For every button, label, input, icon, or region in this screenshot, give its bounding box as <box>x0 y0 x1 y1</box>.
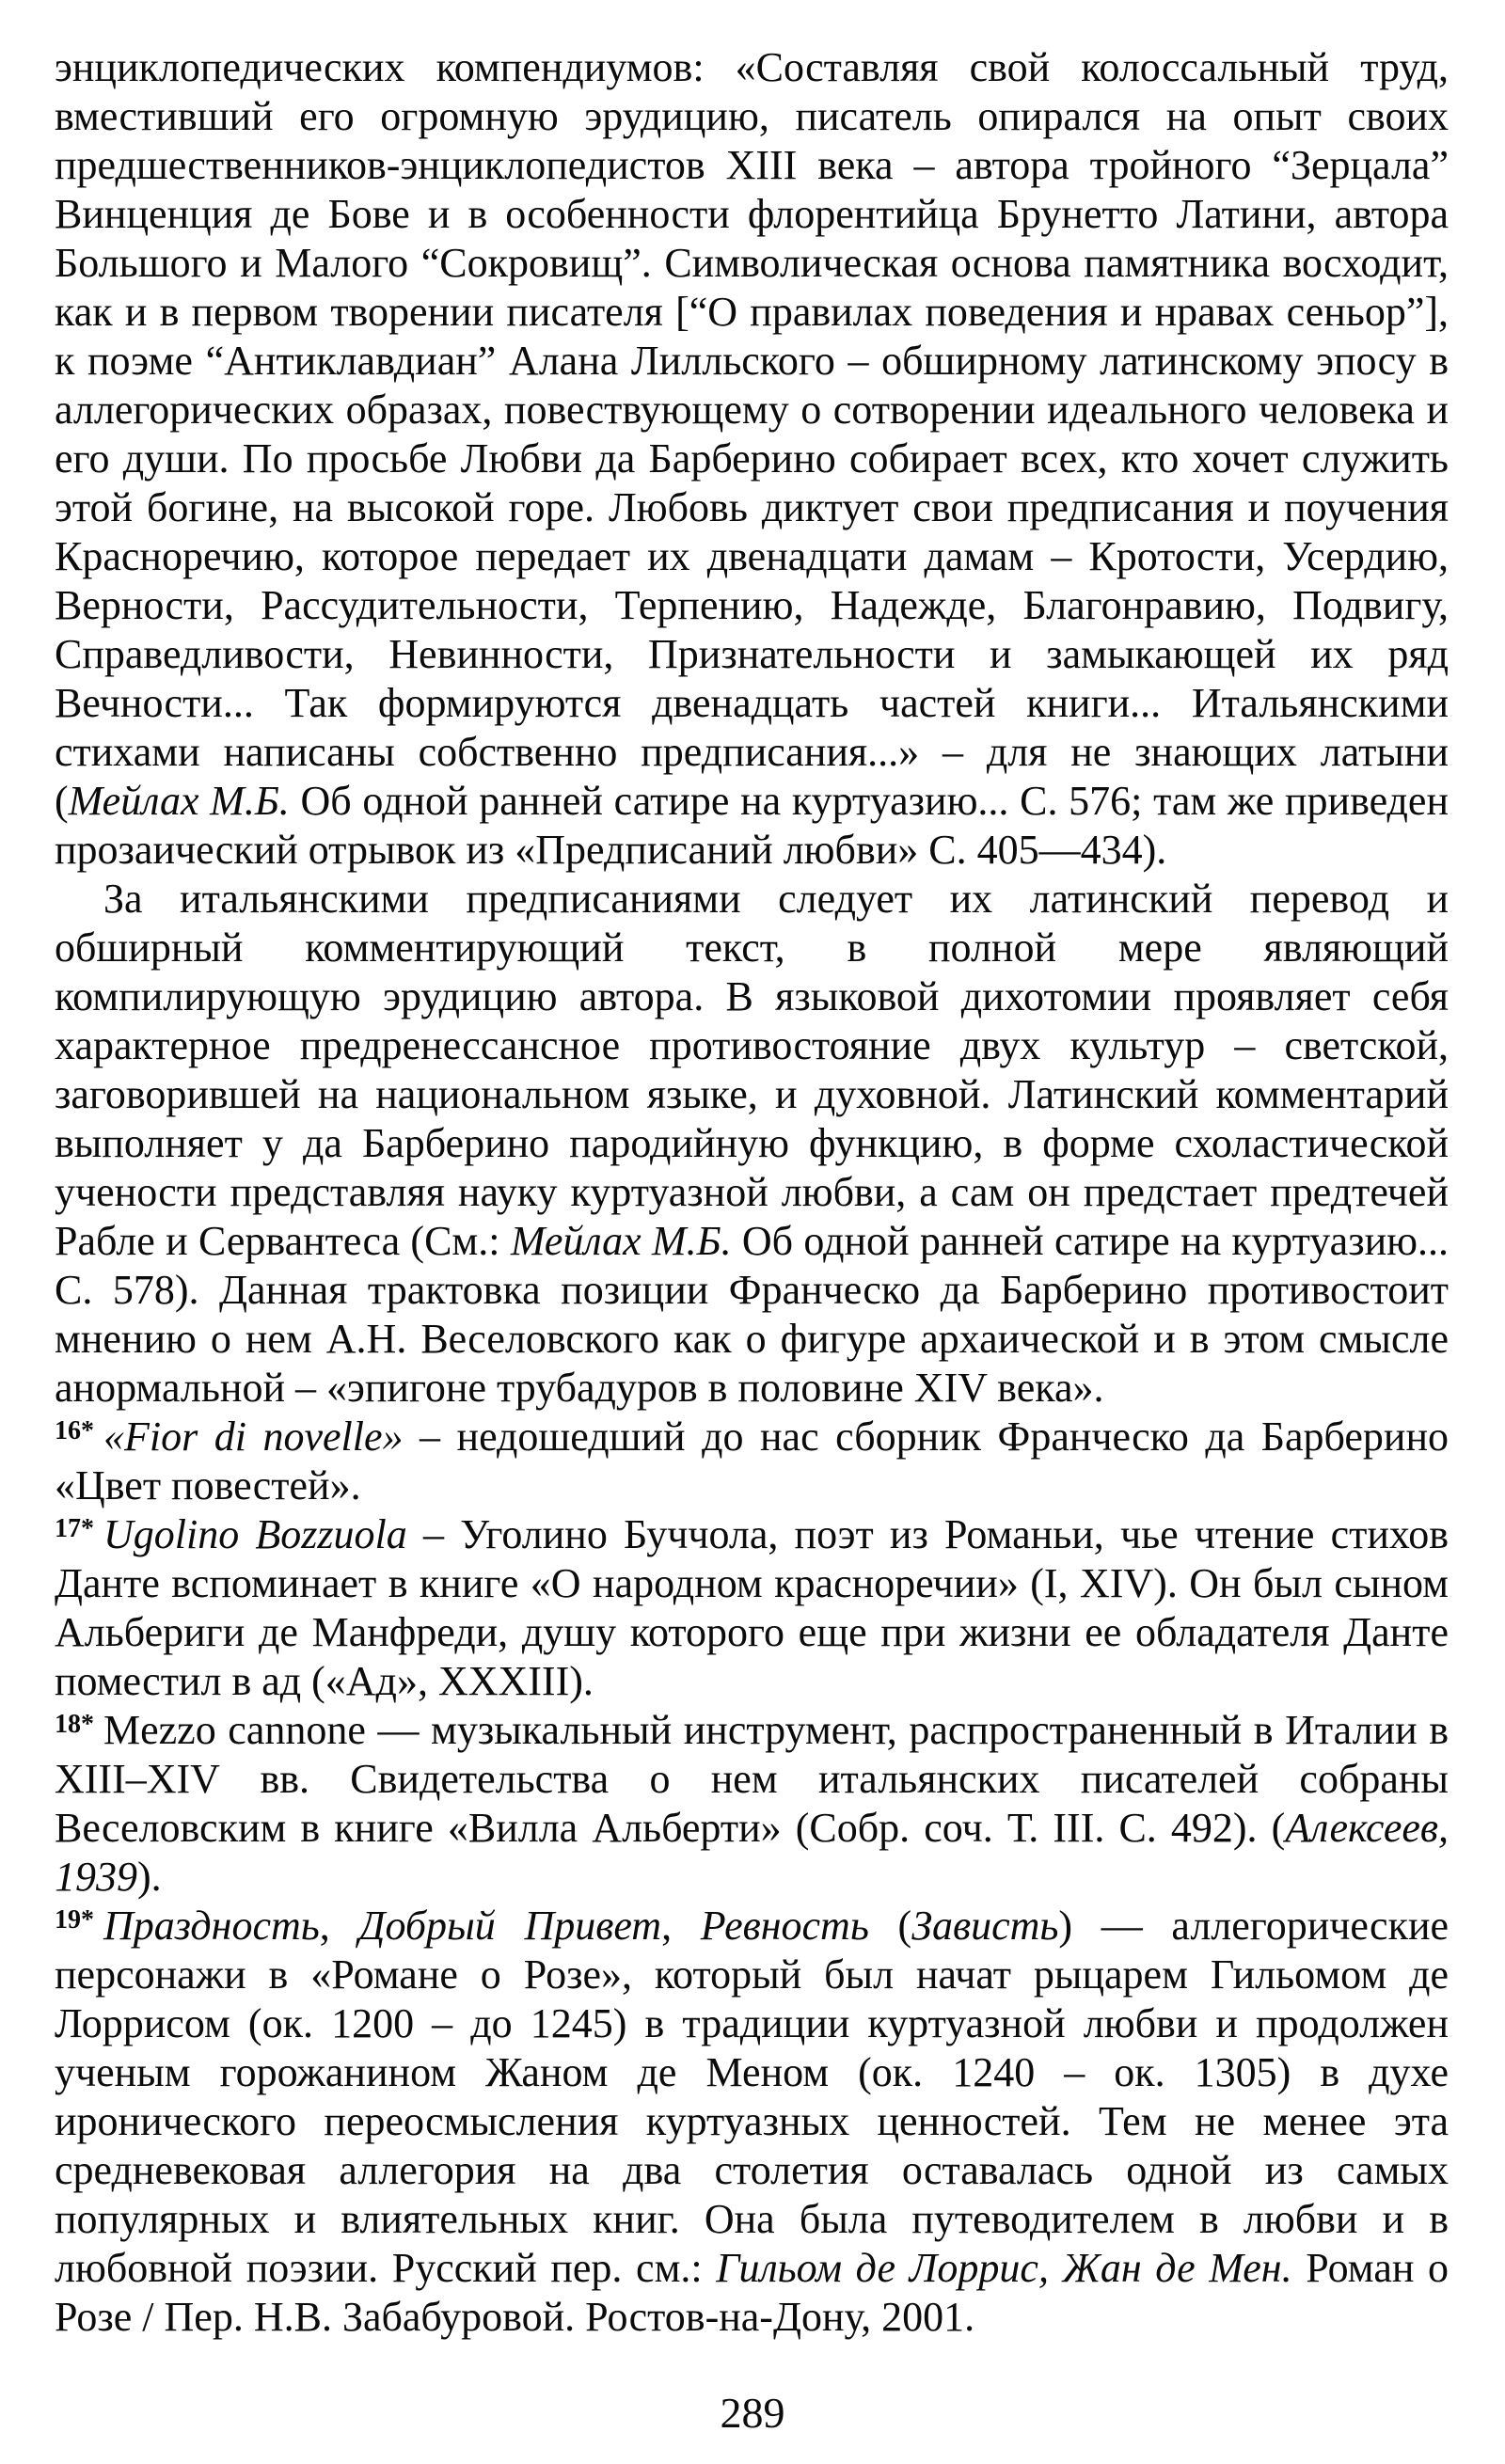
text-run: Об одной ранней сатире на куртуазию... С. 578). Данная трактовка позиции Франческо да Барберино противостоит мнению о нем А.Н. Веселовского как о фигуре архаической и в этом смысле анормальной – «эпигоне трубадуров в половине XIV века». <box>55 1218 1450 1411</box>
author-citation: Мейлах М.Б. <box>68 778 290 824</box>
page-number: 289 <box>720 2389 785 2437</box>
text-run: За итальянскими предписаниями следует их латинский перевод и обширный комментирующий текст, в полной мере являющий компилирующую эрудицию автора. В языковой дихотомии проявляет себя характерное предренессансное противостояние двух культур – светской, заговорившей на национальном языке, и духовной. Латинский комментарий выполняет у да Барберино пародийную функцию, в форме схоластической учености представляя науку куртуазной любви, а сам он предстает предтечей Рабле и Сервантеса (См.: <box>55 876 1449 1264</box>
footnote-17 <box>55 1510 1449 1706</box>
author-citation: Гильом де Лоррис, Жан де Мен. <box>716 2245 1292 2291</box>
text-run: ) — аллегорические персонажи в «Романе о Розе», который был начат рыцарем Гильомом де Лоррисом (ок. 1200 – до 1245) в традиции куртуазной любви и продолжен ученым горожанином Жаном де Меном (ок. 1240 – ок. 1305) в духе иронического переосмысления куртуазных ценностей. Тем не менее эта средневековая аллегория на два столетия оставалась одной из самых популярных и влиятельных книг. Она была путеводителем в любви и в любовной поэзии. Русский пер. см.: <box>55 1903 1450 2291</box>
footnote-18 <box>55 1706 1449 1902</box>
footnote-19 <box>55 1902 1449 2342</box>
text-run: ). <box>137 1854 162 1900</box>
text-run: Mezzo cannone — музыкальный инструмент, распространенный в Италии в XIII–XIV вв. Свидетельства о нем итальянских писателей собраны Веселовским в книге «Вилла Альберти» (Собр. соч. Т. III. С. 492). ( <box>55 1707 1449 1851</box>
text-run: энциклопедических компендиумов: «Составляя свой колоссальный труд, вместивший его огромную эрудицию, писатель опирался на опыт своих предшественников-энциклопедистов XIII века – автора тройного “Зерцала” Винценция де Бове и в особенности флорентийца Брунетто Латини, автора Большого и Малого “Сокровищ”. Символическая основа памятника восходит, как и в первом творении писателя [“О правилах поведения и нравах сеньор”], к поэме “Антиклавдиан” Алана Лилльского – обширному латинскому эпосу в аллегорических образах, повествующему о сотворении идеального человека и его души. По просьбе Любви да Барберино собирает всех, кто хочет служить этой богине, на высокой горе. Любовь диктует свои предписания и поучения Красноречию, которое передает их двенадцати дамам – Кротости, Усердию, Верности, Рассудительности, Терпению, Надежде, Благонравию, Подвигу, Справедливости, Невинности, Признательности и замыкающей их ряд Вечности... Так формируются двенадцать частей книги... Итальянскими стихами написаны собственно предписания...» – для не знающих латыни ( <box>55 44 1449 824</box>
footnote-term: Добрый Привет <box>358 1903 662 1949</box>
footnote-marker: 18* <box>55 1710 94 1739</box>
author-citation: Мейлах М.Б. <box>510 1218 732 1264</box>
footnote-marker: 19* <box>55 1905 94 1935</box>
text-run: – Уголино Буччола, поэт из Романьи, чье чтение стихов Данте вспоминает в книге «О народном красноречии» (I, XIV). Он был сыном Альбериги де Манфреди, душу которого еще при жизни ее обладателя Данте поместил в ад («Ад», XXXIII). <box>55 1511 1449 1704</box>
text-run: – недошедший до нас сборник Франческо да Барберино «Цвет повестей». <box>55 1414 1449 1508</box>
text-run: , <box>661 1903 701 1949</box>
footnote-term: Ugolino Bozzuola <box>103 1511 407 1557</box>
text-run: , <box>319 1903 359 1949</box>
paragraph-continuation <box>55 43 1449 875</box>
author-citation: Алексеев, 1939 <box>55 1805 1449 1900</box>
footnote-term: Зависть <box>911 1903 1059 1949</box>
footnote-marker: 16* <box>55 1416 94 1445</box>
paragraph <box>55 875 1449 1413</box>
text-run: Об одной ранней сатире на куртуазию... С. 576; там же приведен прозаический отрывок из «Предписаний любви» С. 405—434). <box>55 778 1449 873</box>
text-run: ( <box>868 1903 912 1949</box>
text-run: Роман о Розе / Пер. Н.В. Забабуровой. Ростов-на-Дону, 2001. <box>55 2245 1450 2340</box>
page-text <box>55 43 1449 2342</box>
footnote-16 <box>55 1413 1449 1510</box>
footnote-term: «Fior di novelle» <box>103 1414 404 1460</box>
footnote-term: Ревность <box>700 1903 869 1949</box>
footnote-marker: 17* <box>55 1514 94 1543</box>
footnote-term: Праздность <box>103 1903 320 1949</box>
